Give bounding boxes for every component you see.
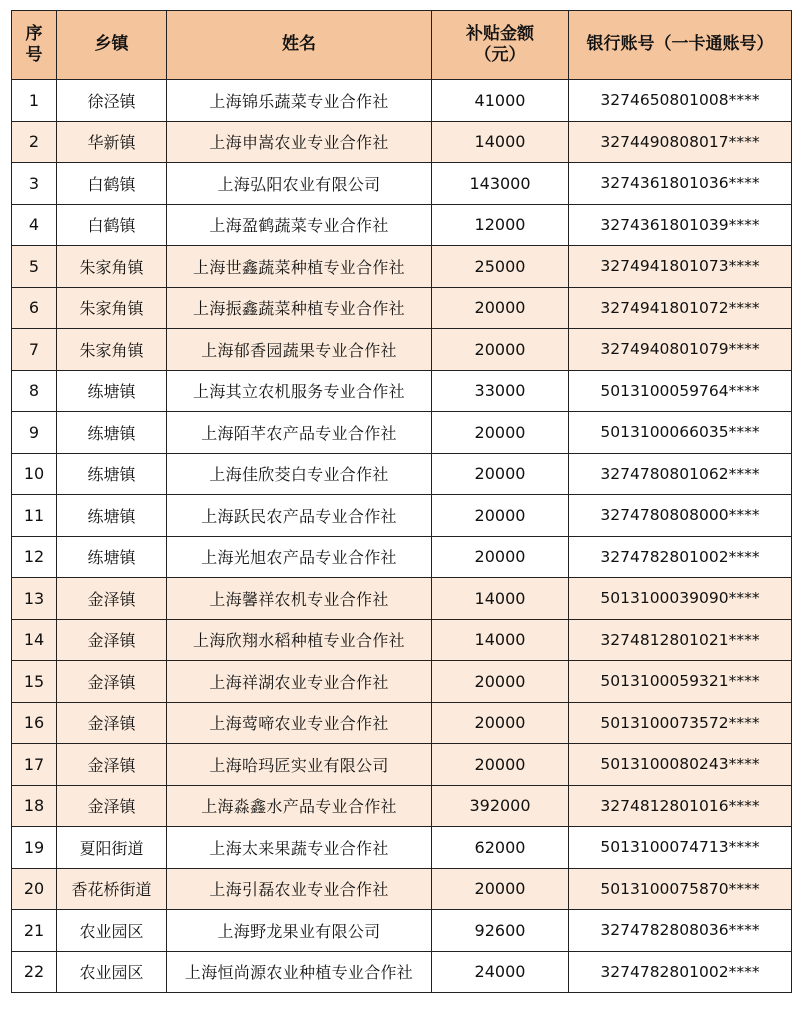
cell-index: 14: [12, 619, 57, 661]
cell-index: 6: [12, 287, 57, 329]
cell-index: 21: [12, 910, 57, 952]
table-row: [12, 121, 792, 163]
header-amount: [432, 11, 569, 80]
cell-account: 5013100075870****: [569, 868, 792, 910]
header-amount-line2: （元）: [474, 45, 526, 65]
table-row: [12, 536, 792, 578]
cell-account: 3274780801062****: [569, 453, 792, 495]
cell-name: 上海哈玛匠实业有限公司: [167, 744, 432, 786]
cell-amount: 20000: [432, 702, 569, 744]
cell-name: 上海陌芊农产品专业合作社: [167, 412, 432, 454]
table-row: [12, 744, 792, 786]
cell-town: 朱家角镇: [57, 246, 167, 288]
cell-index: 5: [12, 246, 57, 288]
cell-account: 3274812801021****: [569, 619, 792, 661]
cell-amount: 20000: [432, 661, 569, 703]
table-row: [12, 578, 792, 620]
cell-amount: 20000: [432, 453, 569, 495]
cell-account: 3274782801002****: [569, 951, 792, 993]
cell-amount: 41000: [432, 80, 569, 122]
cell-name: 上海世鑫蔬菜种植专业合作社: [167, 246, 432, 288]
cell-amount: 12000: [432, 204, 569, 246]
cell-town: 练塘镇: [57, 370, 167, 412]
cell-account: 5013100039090****: [569, 578, 792, 620]
subsidy-table: [11, 10, 792, 993]
cell-account: 3274361801039****: [569, 204, 792, 246]
table-row: [12, 80, 792, 122]
cell-amount: 14000: [432, 619, 569, 661]
cell-amount: 20000: [432, 536, 569, 578]
cell-name: 上海其立农机服务专业合作社: [167, 370, 432, 412]
cell-name: 上海锦乐蔬菜专业合作社: [167, 80, 432, 122]
cell-amount: 14000: [432, 578, 569, 620]
cell-index: 1: [12, 80, 57, 122]
cell-name: 上海光旭农产品专业合作社: [167, 536, 432, 578]
cell-index: 9: [12, 412, 57, 454]
cell-name: 上海振鑫蔬菜种植专业合作社: [167, 287, 432, 329]
cell-index: 19: [12, 827, 57, 869]
cell-name: 上海郁香园蔬果专业合作社: [167, 329, 432, 371]
cell-index: 17: [12, 744, 57, 786]
cell-index: 4: [12, 204, 57, 246]
cell-town: 华新镇: [57, 121, 167, 163]
cell-name: 上海莺啼农业专业合作社: [167, 702, 432, 744]
cell-amount: 24000: [432, 951, 569, 993]
cell-account: 3274361801036****: [569, 163, 792, 205]
cell-name: 上海淼鑫水产品专业合作社: [167, 785, 432, 827]
cell-index: 11: [12, 495, 57, 537]
cell-town: 朱家角镇: [57, 329, 167, 371]
cell-town: 香花桥街道: [57, 868, 167, 910]
cell-index: 18: [12, 785, 57, 827]
cell-index: 8: [12, 370, 57, 412]
cell-account: 5013100059764****: [569, 370, 792, 412]
cell-town: 金泽镇: [57, 702, 167, 744]
table-row: [12, 868, 792, 910]
cell-index: 16: [12, 702, 57, 744]
cell-town: 金泽镇: [57, 785, 167, 827]
cell-name: 上海馨祥农机专业合作社: [167, 578, 432, 620]
cell-town: 白鹤镇: [57, 163, 167, 205]
cell-name: 上海引磊农业专业合作社: [167, 868, 432, 910]
cell-town: 金泽镇: [57, 619, 167, 661]
header-index-line2: 号: [25, 45, 43, 65]
header-account: 银行账号（一卡通账号）: [569, 11, 792, 80]
table-row: [12, 412, 792, 454]
cell-account: 3274782801002****: [569, 536, 792, 578]
table-row: [12, 163, 792, 205]
cell-name: 上海弘阳农业有限公司: [167, 163, 432, 205]
cell-name: 上海恒尚源农业种植专业合作社: [167, 951, 432, 993]
cell-amount: 33000: [432, 370, 569, 412]
cell-name: 上海欣翔水稻种植专业合作社: [167, 619, 432, 661]
table-row: [12, 246, 792, 288]
table-row: [12, 951, 792, 993]
cell-town: 练塘镇: [57, 536, 167, 578]
header-town: 乡镇: [57, 11, 167, 80]
header-row: [12, 11, 792, 80]
cell-name: 上海跃民农产品专业合作社: [167, 495, 432, 537]
header-amount-line1: 补贴金额: [466, 23, 534, 44]
cell-account: 3274812801016****: [569, 785, 792, 827]
cell-index: 12: [12, 536, 57, 578]
cell-amount: 92600: [432, 910, 569, 952]
cell-account: 3274650801008****: [569, 80, 792, 122]
table-row: [12, 785, 792, 827]
cell-index: 2: [12, 121, 57, 163]
cell-amount: 20000: [432, 495, 569, 537]
cell-amount: 20000: [432, 744, 569, 786]
cell-name: 上海野龙果业有限公司: [167, 910, 432, 952]
table-body: [12, 80, 792, 993]
cell-amount: 20000: [432, 287, 569, 329]
table-row: [12, 827, 792, 869]
table-row: [12, 370, 792, 412]
header-name: 姓名: [167, 11, 432, 80]
header-index: [12, 11, 57, 80]
cell-town: 农业园区: [57, 910, 167, 952]
cell-index: 22: [12, 951, 57, 993]
cell-town: 农业园区: [57, 951, 167, 993]
cell-amount: 62000: [432, 827, 569, 869]
cell-amount: 143000: [432, 163, 569, 205]
cell-index: 7: [12, 329, 57, 371]
cell-index: 15: [12, 661, 57, 703]
cell-account: 3274782808036****: [569, 910, 792, 952]
cell-name: 上海祥湖农业专业合作社: [167, 661, 432, 703]
cell-town: 金泽镇: [57, 744, 167, 786]
table-row: [12, 287, 792, 329]
cell-index: 10: [12, 453, 57, 495]
cell-name: 上海太来果蔬专业合作社: [167, 827, 432, 869]
cell-amount: 20000: [432, 329, 569, 371]
cell-account: 5013100073572****: [569, 702, 792, 744]
cell-name: 上海盈鹤蔬菜专业合作社: [167, 204, 432, 246]
table-row: [12, 495, 792, 537]
cell-town: 金泽镇: [57, 661, 167, 703]
cell-account: 5013100080243****: [569, 744, 792, 786]
cell-town: 夏阳街道: [57, 827, 167, 869]
cell-index: 13: [12, 578, 57, 620]
cell-name: 上海申嵩农业专业合作社: [167, 121, 432, 163]
cell-account: 5013100059321****: [569, 661, 792, 703]
cell-account: 3274941801073****: [569, 246, 792, 288]
table-row: [12, 329, 792, 371]
cell-amount: 392000: [432, 785, 569, 827]
table-row: [12, 702, 792, 744]
cell-account: 3274490808017****: [569, 121, 792, 163]
header-index-line1: 序: [25, 23, 43, 44]
table-row: [12, 204, 792, 246]
table-row: [12, 619, 792, 661]
cell-amount: 20000: [432, 868, 569, 910]
cell-town: 练塘镇: [57, 453, 167, 495]
cell-amount: 20000: [432, 412, 569, 454]
cell-index: 3: [12, 163, 57, 205]
cell-account: 3274780808000****: [569, 495, 792, 537]
table-row: [12, 910, 792, 952]
cell-town: 金泽镇: [57, 578, 167, 620]
cell-town: 白鹤镇: [57, 204, 167, 246]
cell-town: 练塘镇: [57, 412, 167, 454]
cell-town: 练塘镇: [57, 495, 167, 537]
cell-name: 上海佳欣茭白专业合作社: [167, 453, 432, 495]
cell-index: 20: [12, 868, 57, 910]
cell-account: 5013100074713****: [569, 827, 792, 869]
cell-town: 徐泾镇: [57, 80, 167, 122]
cell-account: 5013100066035****: [569, 412, 792, 454]
cell-amount: 14000: [432, 121, 569, 163]
cell-account: 3274940801079****: [569, 329, 792, 371]
table-row: [12, 661, 792, 703]
cell-account: 3274941801072****: [569, 287, 792, 329]
cell-amount: 25000: [432, 246, 569, 288]
cell-town: 朱家角镇: [57, 287, 167, 329]
table-row: [12, 453, 792, 495]
